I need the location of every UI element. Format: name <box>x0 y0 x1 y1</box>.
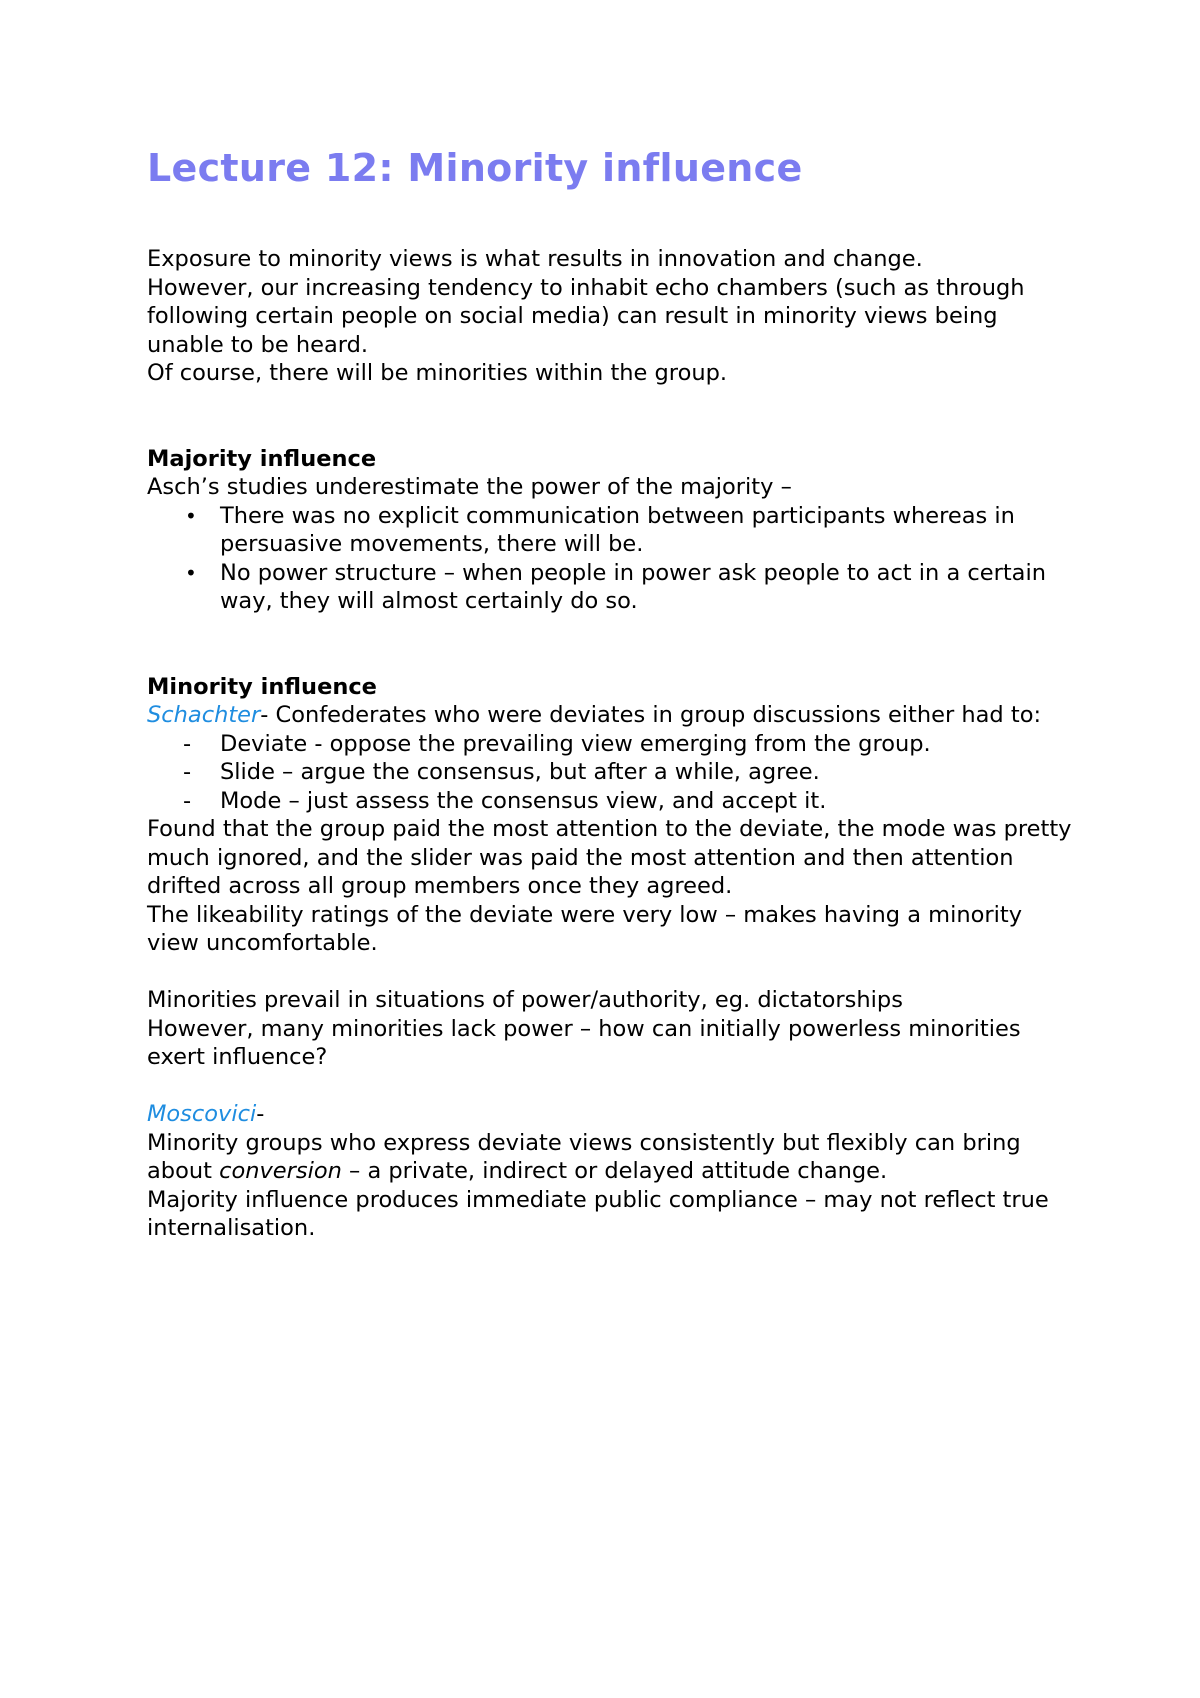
list-item-text: Slide – argue the consensus, but after a while, agree. <box>220 759 820 785</box>
schachter-dash-list <box>147 730 1077 816</box>
list-item-text: Deviate - oppose the prevailing view emerging from the group. <box>220 730 931 757</box>
majority-bullet-list <box>147 502 1077 616</box>
bullet-marker: • <box>185 503 197 528</box>
prevail-paragraph-1: Minorities prevail in situations of power/authority, eg. dictatorships <box>147 987 903 1013</box>
moscovici-dash: - <box>256 1101 265 1127</box>
moscovici-paragraph-2: Majority influence produces immediate public compliance – may not reflect true internalisation. <box>147 1186 1049 1241</box>
schachter-text: - Confederates who were deviates in group discussions either had to: <box>260 702 1042 728</box>
spacer <box>147 1072 1077 1101</box>
moscovici-name: Moscovici <box>147 1101 257 1127</box>
spacer <box>147 958 1077 987</box>
intro-paragraph-1: Exposure to minority views is what results in innovation and change. <box>147 246 923 272</box>
list-item-text: No power structure – when people in power ask people to act in a certain way, they will almost certainly do so. <box>220 559 1046 614</box>
moscovici-text-after: – a private, indirect or delayed attitude change. <box>341 1158 888 1184</box>
intro-paragraph-2: However, our increasing tendency to inhabit echo chambers (such as through following certain people on social media) can result in minority views being unable to be heard. <box>147 274 1025 358</box>
spacer <box>147 198 1077 245</box>
dash-marker: - <box>183 787 192 814</box>
list-item <box>147 730 1077 759</box>
moscovici-paragraph-1 <box>147 1129 1077 1186</box>
list-item <box>147 559 1077 616</box>
dash-marker: - <box>183 730 192 757</box>
finding-paragraph-2: The likeability ratings of the deviate were very low – makes having a minority view uncomfortable. <box>147 901 1023 956</box>
moscovici-heading <box>147 1100 1077 1129</box>
list-item <box>147 502 1077 559</box>
document-body <box>147 138 1077 1243</box>
moscovici-text-before: Minority groups who express deviate views consistently but flexibly can bring about <box>147 1129 1021 1184</box>
majority-lead: Asch’s studies underestimate the power of the majority – <box>147 474 792 500</box>
dash-marker: - <box>183 759 192 785</box>
prevail-paragraph-2: However, many minorities lack power – how can initially powerless minorities exert influence? <box>147 1015 1021 1070</box>
intro-paragraph-3: Of course, there will be minorities within the group. <box>147 360 728 386</box>
page-title: Lecture 12: Minority influence <box>147 146 803 190</box>
list-item <box>147 787 1077 816</box>
list-item-text: There was no explicit communication between participants whereas in persuasive movements, there will be. <box>220 502 1015 557</box>
finding-paragraph-1: Found that the group paid the most attention to the deviate, the mode was pretty much ignored, and the slider was paid the most attention and then attention drifted across all group members once they agreed. <box>147 816 1072 899</box>
spacer <box>147 616 1077 673</box>
minority-heading: Minority influence <box>147 673 377 700</box>
schachter-name: Schachter <box>147 702 261 728</box>
majority-heading: Majority influence <box>147 445 377 472</box>
list-item-text: Mode – just assess the consensus view, and accept it. <box>220 787 827 814</box>
conversion-term: conversion <box>219 1158 342 1184</box>
schachter-paragraph <box>147 701 1077 730</box>
list-item <box>147 758 1077 787</box>
spacer <box>147 388 1077 445</box>
bullet-marker: • <box>185 560 197 585</box>
